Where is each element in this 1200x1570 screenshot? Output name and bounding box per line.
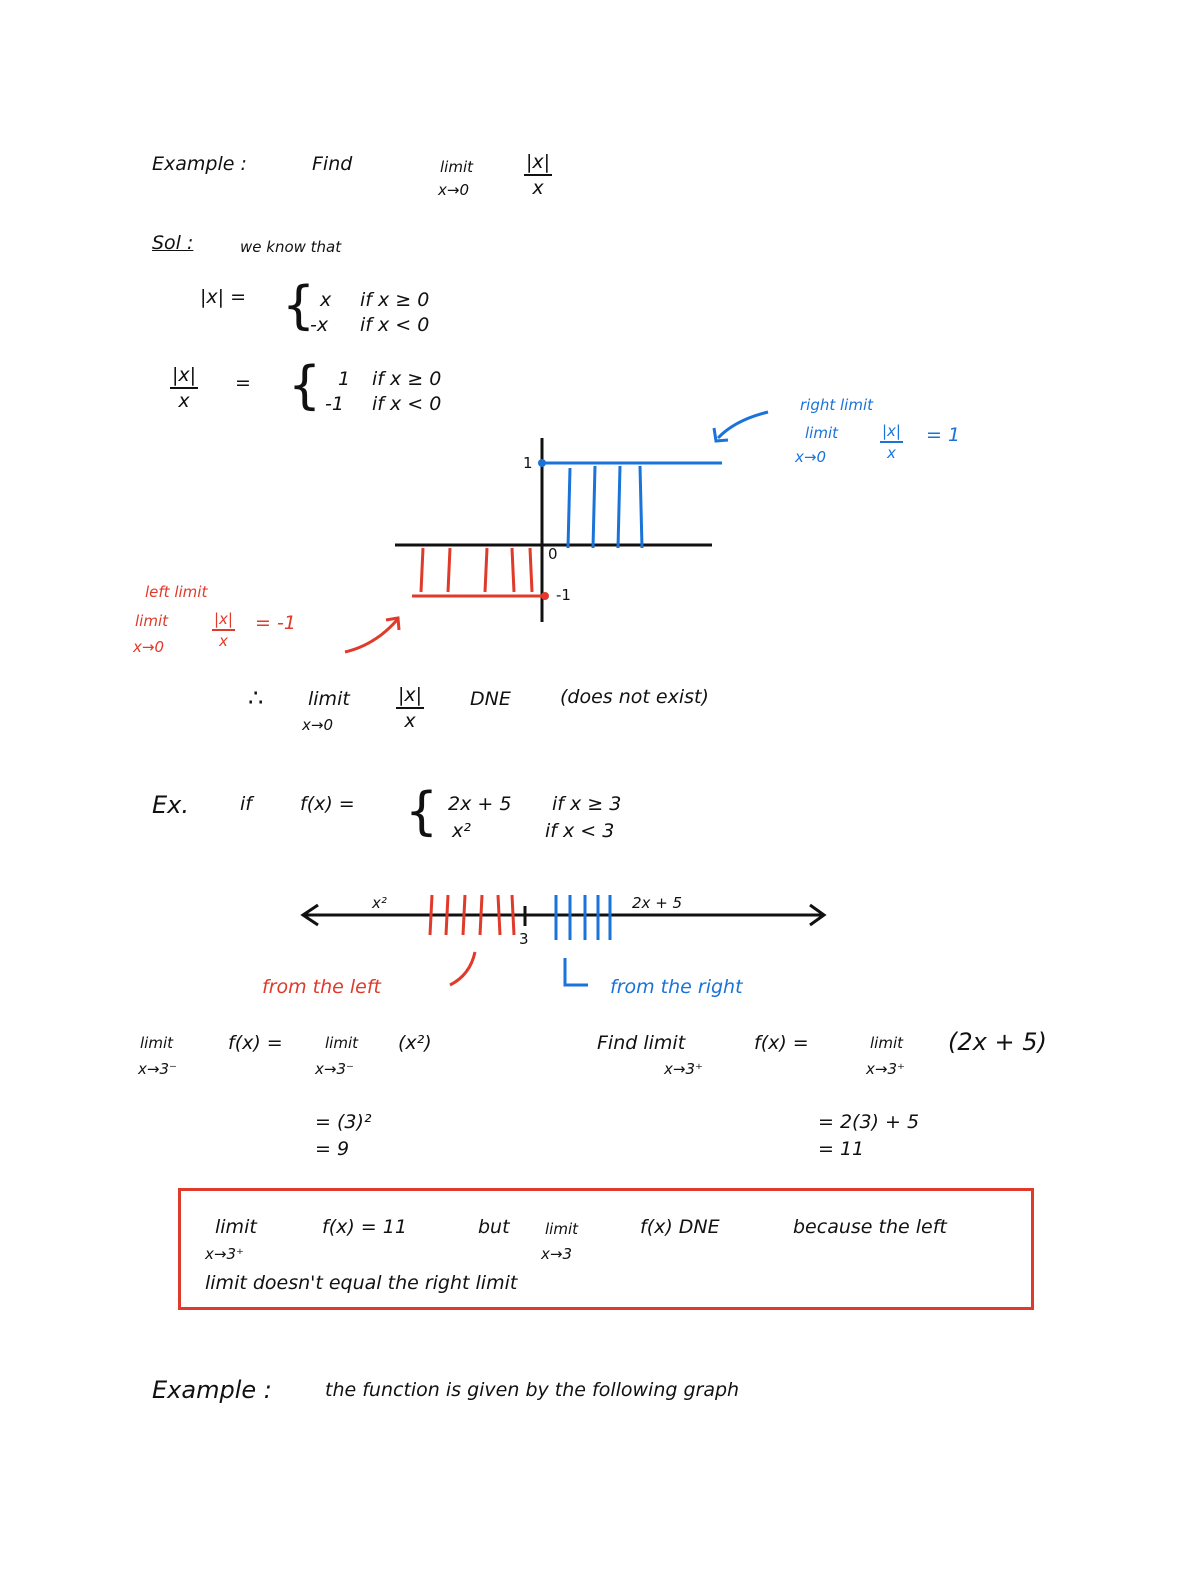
limit-subscript: x→0 [438, 181, 469, 199]
left-limit-step-1: = (3)² [315, 1111, 372, 1133]
abs-definition-lhs: |x| = [200, 286, 247, 308]
left-limit-title: left limit [145, 583, 208, 601]
tick-zero-label: 0 [548, 545, 558, 563]
fraction-numerator: |x| [396, 686, 424, 709]
right-limit-calc-find: Find limit [597, 1032, 686, 1054]
left-limit-step-2: = 9 [315, 1138, 350, 1160]
right-limit-calc-word-2: limit [870, 1034, 903, 1052]
case-1-expr: x [320, 289, 332, 311]
case-2-expr: -x [310, 314, 329, 336]
solution-label: Sol : [152, 232, 194, 254]
fraction-denominator: x [532, 177, 544, 199]
right-limit-calc-sub-2: x→3⁺ [866, 1060, 905, 1078]
case-3-expr: 1 [338, 368, 351, 390]
tick-one-label: 1 [523, 454, 533, 472]
blue-number-line-hatching [556, 895, 610, 940]
red-point [541, 592, 549, 600]
tick-neg-one-label: -1 [556, 586, 571, 604]
box-but: but [478, 1216, 510, 1238]
blue-arrow [718, 412, 768, 438]
box-because: because the left [793, 1216, 947, 1238]
abs-x-over-x [524, 153, 552, 198]
right-limit-calc-sub: x→3⁺ [664, 1060, 703, 1078]
find-label: Find [312, 153, 353, 175]
dne-label: DNE [470, 688, 511, 710]
left-limit-fraction [212, 612, 235, 649]
example-3-text: the function is given by the following graph [325, 1379, 740, 1401]
fraction-denominator: x [404, 710, 416, 732]
from-the-left-label: from the left [262, 976, 382, 998]
from-the-right-label: from the right [610, 976, 743, 998]
red-arrow [345, 620, 397, 652]
blue-pointer [565, 958, 588, 985]
box-dne: f(x) DNE [640, 1216, 720, 1238]
right-limit-calc-f: f(x) = [754, 1032, 809, 1054]
left-limit-calc-sub-2: x→3⁻ [315, 1060, 354, 1078]
fraction-numerator: |x| [880, 424, 903, 443]
example-3-heading: Example : [152, 1376, 272, 1404]
box-limit-1-sub: x→3⁺ [205, 1245, 244, 1263]
right-limit-calc-expr: (2x + 5) [948, 1028, 1047, 1056]
right-limit-title: right limit [800, 396, 874, 414]
piece-2-cond: if x < 3 [545, 820, 615, 842]
left-brace-3: { [405, 782, 439, 842]
fraction-numerator: |x| [170, 366, 198, 389]
example-heading: Example : [152, 153, 247, 175]
blue-hatching [568, 466, 642, 548]
left-brace: { [282, 276, 316, 336]
equals-sign: = [235, 372, 251, 394]
left-brace-2: { [288, 356, 322, 416]
right-limit-step-1: = 2(3) + 5 [818, 1111, 920, 1133]
abs-x-over-x-2 [170, 366, 198, 411]
dne-explanation: (does not exist) [560, 686, 709, 708]
left-limit-sub: x→0 [133, 638, 164, 656]
example-2-label: Ex. [152, 791, 189, 819]
example-2-if: if [240, 793, 252, 815]
therefore-symbol: ∴ [248, 684, 264, 712]
left-limit-calc-word-2: limit [325, 1034, 358, 1052]
right-limit-sub: x→0 [795, 448, 826, 466]
box-limit-2-sub: x→3 [541, 1245, 572, 1263]
case-2-cond: if x < 0 [360, 314, 430, 336]
right-piece-label: 2x + 5 [632, 894, 683, 912]
fraction-numerator: |x| [212, 612, 235, 631]
red-pointer [450, 952, 475, 985]
fraction-numerator: |x| [524, 153, 552, 176]
box-limit-1: limit [215, 1216, 257, 1238]
left-limit-value: = -1 [255, 612, 296, 634]
function-definition-lhs: f(x) = [300, 793, 355, 815]
box-limit-2: limit [545, 1220, 578, 1238]
case-4-cond: if x < 0 [372, 393, 442, 415]
piece-2-expr: x² [452, 820, 471, 842]
blue-point [538, 459, 546, 467]
left-limit-calc-f: f(x) = [228, 1032, 283, 1054]
left-piece-label: x² [372, 894, 387, 912]
solution-intro: we know that [240, 238, 342, 256]
left-limit-word: limit [135, 612, 168, 630]
conclusion-limit-sub: x→0 [302, 716, 333, 734]
red-hatching [421, 548, 532, 592]
piece-1-expr: 2x + 5 [448, 793, 512, 815]
tick-three-label: 3 [519, 930, 529, 948]
right-limit-fraction [880, 424, 903, 461]
left-limit-calc-word: limit [140, 1034, 173, 1052]
case-1-cond: if x ≥ 0 [360, 289, 430, 311]
case-3-cond: if x ≥ 0 [372, 368, 442, 390]
box-line-2: limit doesn't equal the right limit [205, 1272, 518, 1294]
conclusion-fraction [396, 686, 424, 731]
limit-word: limit [440, 158, 473, 176]
right-limit-step-2: = 11 [818, 1138, 865, 1160]
piece-1-cond: if x ≥ 3 [552, 793, 622, 815]
fraction-denominator: x [219, 632, 228, 650]
conclusion-limit: limit [308, 688, 350, 710]
case-4-expr: -1 [325, 393, 344, 415]
fraction-denominator: x [887, 444, 896, 462]
left-limit-calc-sub: x→3⁻ [138, 1060, 177, 1078]
fraction-denominator: x [178, 390, 190, 412]
right-limit-word: limit [805, 424, 838, 442]
box-value-1: f(x) = 11 [322, 1216, 407, 1238]
left-limit-calc-expr: (x²) [398, 1032, 432, 1054]
right-limit-value: = 1 [926, 424, 961, 446]
